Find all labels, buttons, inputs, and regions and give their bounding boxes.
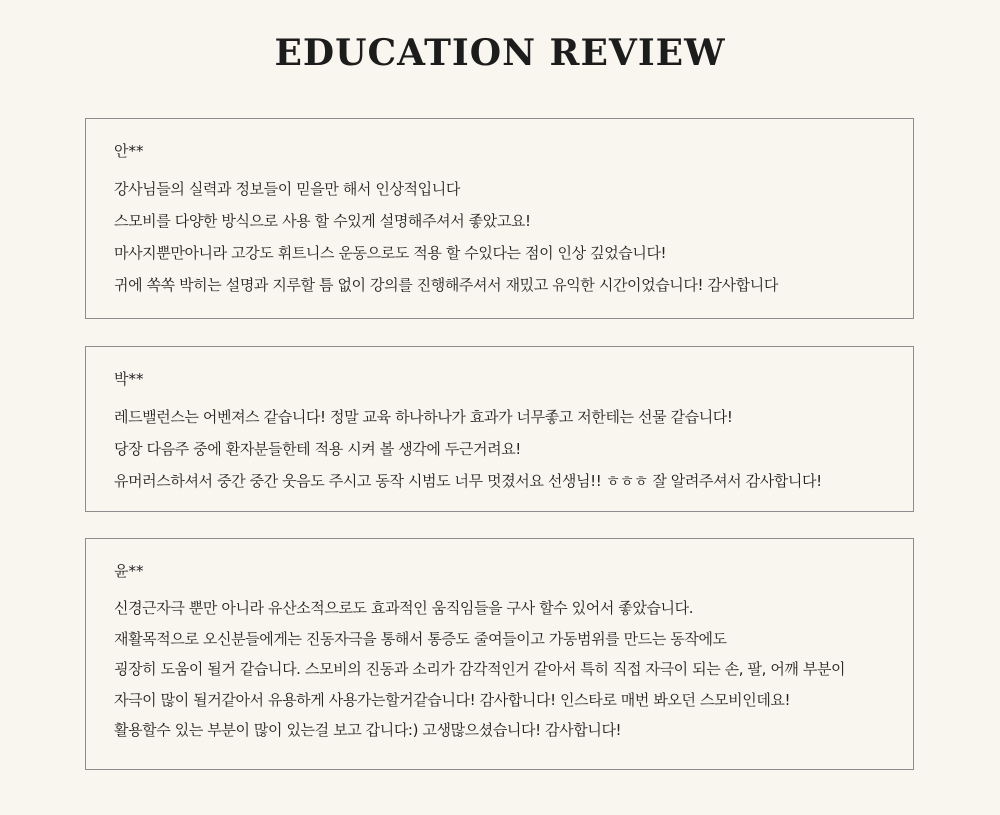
review-card bbox=[85, 118, 914, 319]
review-text-line: 강사님들의 실력과 정보들이 믿을만 해서 인상적입니다 bbox=[114, 180, 460, 198]
review-text-line: 귀에 쏙쏙 박히는 설명과 지루할 틈 없이 강의를 진행해주셔서 재밌고 유익한 시간이었습니다! 감사합니다 bbox=[114, 276, 778, 294]
reviewer-name: 박** bbox=[114, 370, 144, 388]
reviewer-name: 윤** bbox=[114, 562, 144, 580]
reviewer-name: 안** bbox=[114, 142, 144, 160]
review-text-line: 재활목적으로 오신분들에게는 진동자극을 통해서 통증도 줄여들이고 가동범위를 만드는 동작에도 bbox=[114, 629, 727, 648]
review-text-line: 마사지뿐만아니라 고강도 휘트니스 운동으로도 적용 할 수있다는 점이 인상 깊었습니다! bbox=[114, 244, 667, 262]
review-text-line: 스모비를 다양한 방식으로 사용 할 수있게 설명해주셔서 좋았고요! bbox=[114, 212, 531, 230]
review-text-line: 신경근자극 뿐만 아니라 유산소적으로도 효과적인 움직임들을 구사 할수 있어서 좋았습니다. bbox=[114, 599, 694, 617]
review-text-line: 당장 다음주 중에 환자분들한테 적용 시켜 볼 생각에 두근거려요! bbox=[114, 440, 521, 458]
review-text-line: 활용할수 있는 부분이 많이 있는걸 보고 갑니다:) 고생많으셨습니다! 감사합니다! bbox=[114, 721, 622, 739]
review-text-line: 굉장히 도움이 될거 같습니다. 스모비의 진동과 소리가 감각적인거 같아서 특히 직접 자극이 되는 손, 팔, 어깨 부분이 bbox=[114, 660, 846, 678]
review-card bbox=[85, 346, 914, 512]
review-text-line: 유머러스하셔서 중간 중간 웃음도 주시고 동작 시범도 너무 멋졌서요 선생님!! ㅎㅎㅎ 잘 알려주셔서 감사합니다! bbox=[114, 472, 822, 490]
review-card bbox=[85, 538, 914, 770]
review-text-line: 자극이 많이 될거같아서 유용하게 사용가는할거같습니다! 감사합니다! 인스타로 매번 봐오던 스모비인데요! bbox=[114, 690, 791, 709]
page-title: EDUCATION REVIEW bbox=[274, 32, 726, 74]
review-text-line: 레드밸런스는 어벤져스 같습니다! 정말 교육 하나하나가 효과가 너무좋고 저한테는 선물 같습니다! bbox=[114, 408, 733, 426]
